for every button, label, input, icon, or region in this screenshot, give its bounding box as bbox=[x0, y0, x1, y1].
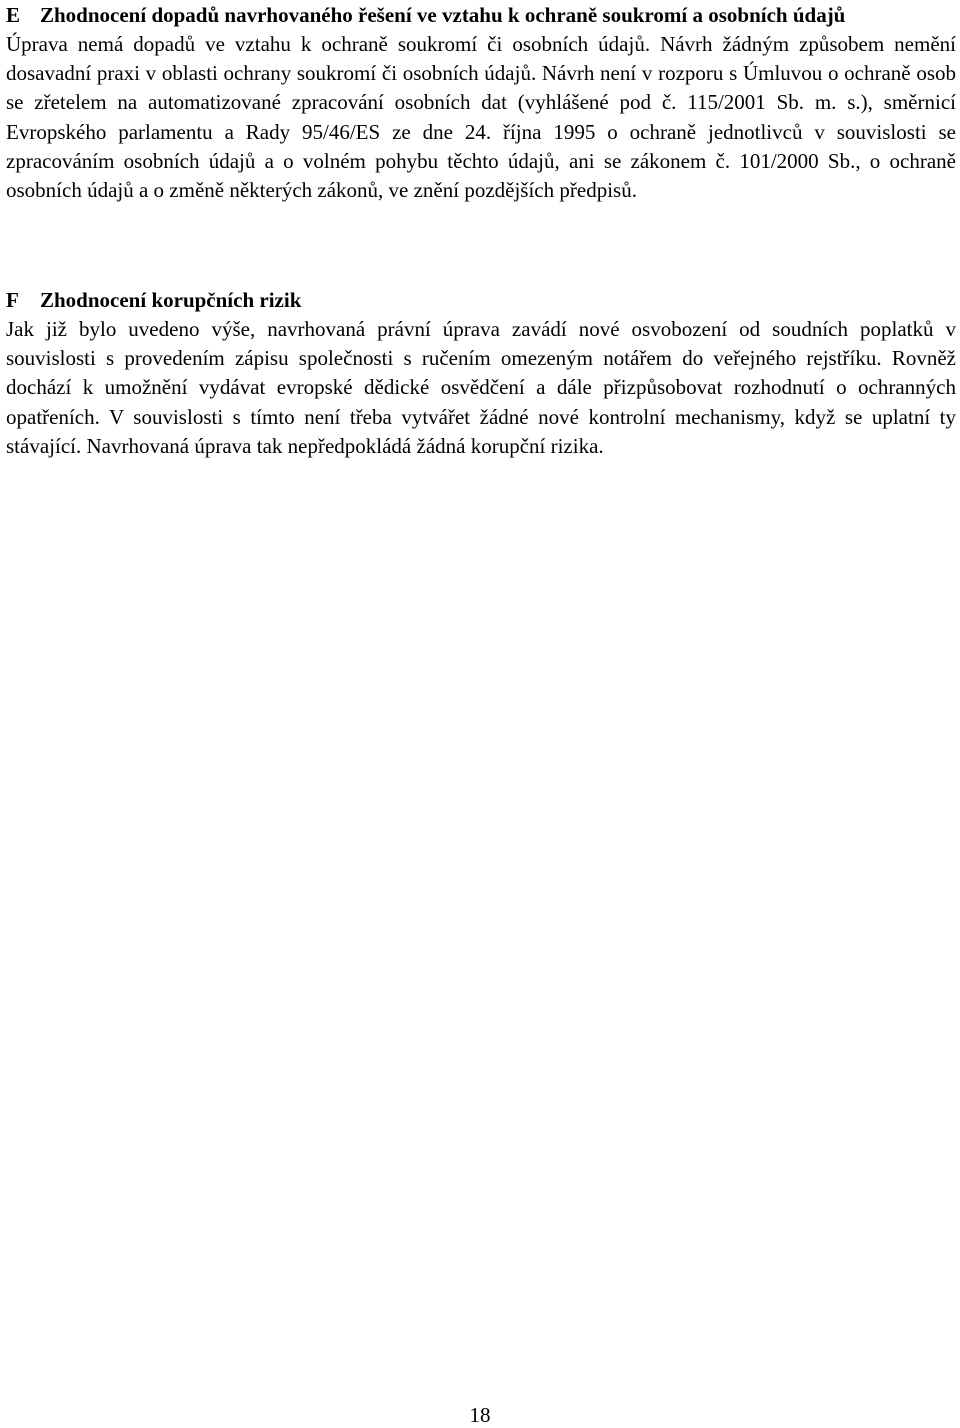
section-title: Zhodnocení dopadů navrhovaného řešení ve vztahu k ochraně soukromí a osobních údajů bbox=[40, 3, 846, 27]
section-title: Zhodnocení korupčních rizik bbox=[40, 288, 302, 312]
section-letter: E bbox=[6, 3, 21, 27]
section-f bbox=[6, 286, 956, 461]
section-heading bbox=[6, 286, 956, 315]
section-heading bbox=[6, 1, 956, 30]
section-letter: F bbox=[6, 288, 19, 312]
section-e bbox=[6, 1, 956, 205]
page-number: 18 bbox=[469, 1403, 491, 1427]
section-paragraph: Úprava nemá dopadů ve vztahu k ochraně soukromí či osobních údajů. Návrh žádným způsobem nemění dosavadní praxi v oblasti ochrany soukromí či osobních údajů. Návrh není v rozporu s Úmluvou o ochraně osob se zřetelem na automatizované zpracování osobních dat (vyhlášené pod č. 115/2001 Sb. m. s.), směrnicí Evropského parlamentu a Rady 95/46/ES ze dne 24. října 1995 o ochraně jednotlivců v souvislosti se zpracováním osobních údajů a o volném pohybu těchto údajů, ani se zákonem č. 101/2000 Sb., o ochraně osobních údajů a o změně některých zákonů, ve znění pozdějších předpisů. bbox=[6, 32, 956, 203]
section-paragraph: Jak již bylo uvedeno výše, navrhovaná právní úprava zavádí nové osvobození od soudních poplatků v souvislosti s provedením zápisu společnosti s ručením omezeným notářem do veřejného rejstříku. Rovněž dochází k umožnění vydávat evropské dědické osvědčení a dále přizpůsobovat rozhodnutí o ochranných opatřeních. V souvislosti s tímto není třeba vytvářet žádné nové kontrolní mechanismy, když se uplatní ty stávající. Navrhovaná úprava tak nepředpokládá žádná korupční rizika. bbox=[6, 317, 956, 458]
